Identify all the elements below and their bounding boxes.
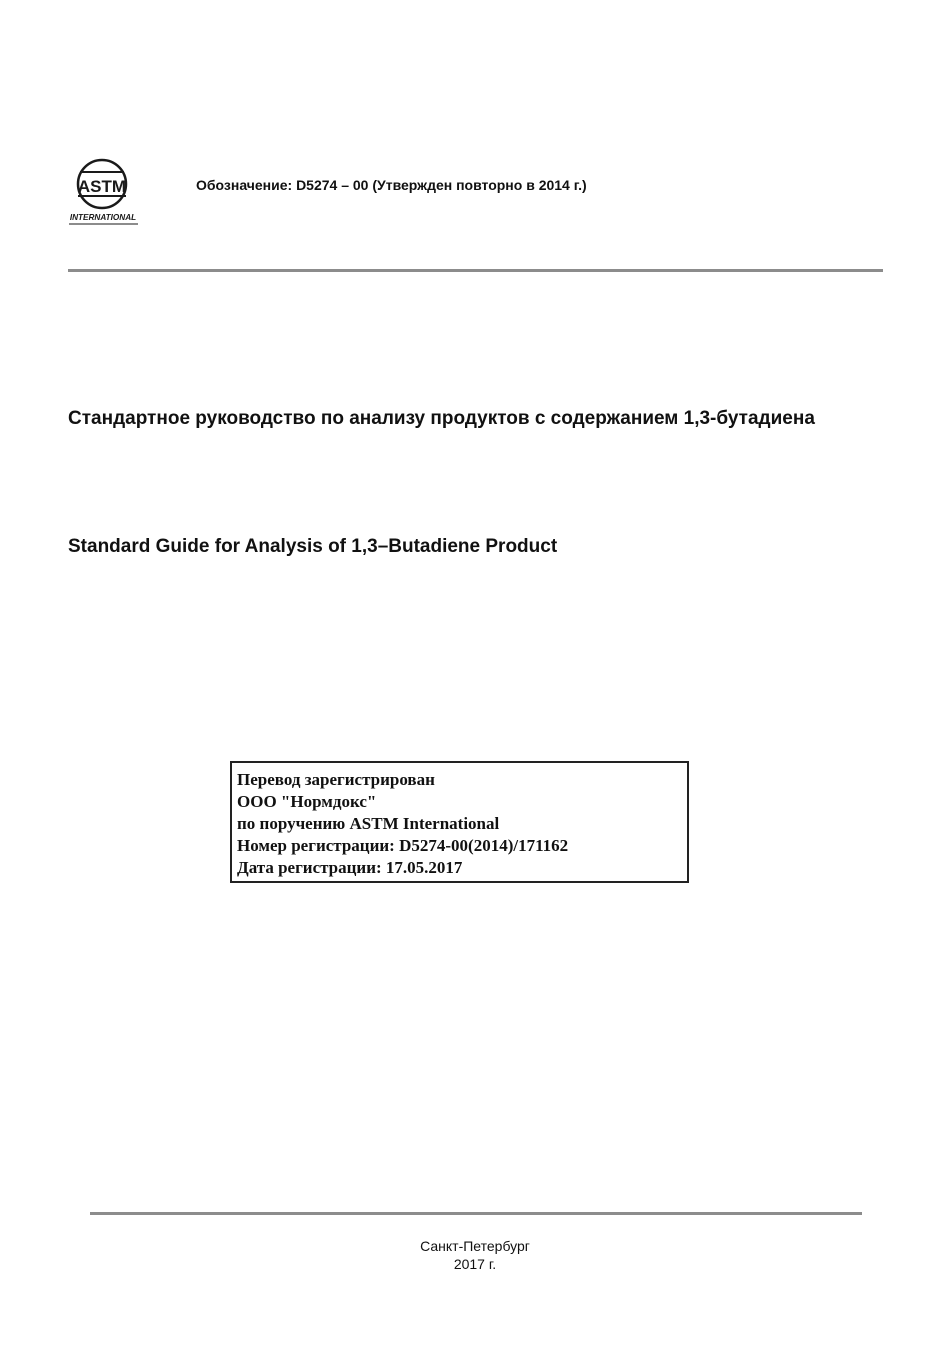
title-english: Standard Guide for Analysis of 1,3–Butadiene Product (68, 536, 558, 557)
footer-city: Санкт-Петербург (420, 1238, 530, 1254)
registration-stamp (230, 761, 689, 883)
footer-year: 2017 г. (453, 1256, 497, 1272)
header-divider (68, 269, 883, 272)
logo-subtext: INTERNATIONAL (69, 213, 137, 222)
registration-line: по поручению ASTM International (237, 814, 500, 833)
title-russian: Стандартное руководство по анализу продуктов с содержанием 1,3-бутадиена (68, 408, 815, 429)
astm-logo (66, 158, 142, 226)
registration-date: Дата регистрации: 17.05.2017 (237, 858, 463, 877)
logo-mark: ASTM (77, 177, 127, 196)
astm-logo-icon (66, 158, 142, 226)
registration-line: Перевод зарегистрирован (237, 770, 435, 789)
standard-designation: Обозначение: D5274 – 00 (Утвержден повторно в 2014 г.) (196, 177, 587, 193)
registration-number: Номер регистрации: D5274-00(2014)/171162 (237, 836, 569, 855)
registration-line: ООО "Нормдокс" (237, 792, 377, 811)
footer-divider (90, 1212, 862, 1215)
